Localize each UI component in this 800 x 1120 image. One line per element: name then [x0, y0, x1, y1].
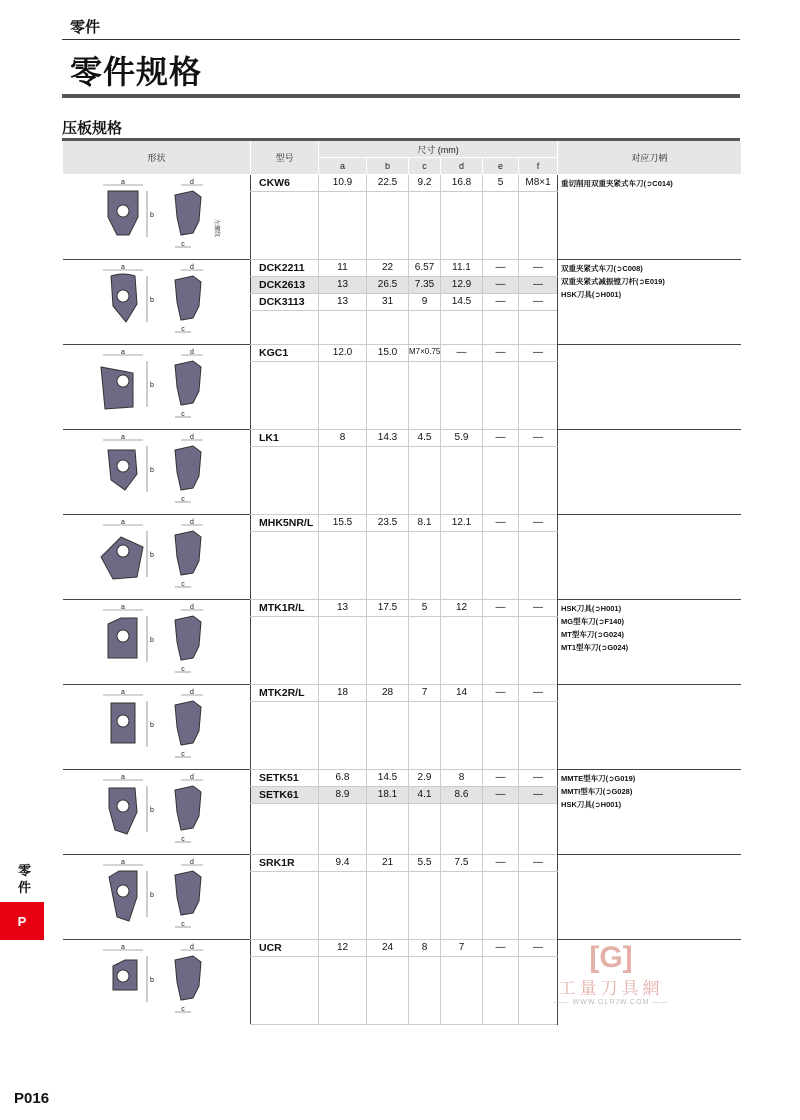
dim-filler-cell	[409, 446, 441, 514]
compat-holder-item: 重切削用双重夹紧式车刀(➲C014)	[561, 178, 673, 188]
dim-filler-cell	[483, 616, 519, 684]
dim-filler-cell	[519, 310, 558, 344]
dim-b-cell: 22	[367, 259, 409, 276]
dim-filler-cell	[319, 956, 367, 1024]
dim-a-cell: 11	[319, 259, 367, 276]
dim-f-cell: —	[519, 259, 558, 276]
svg-text:b: b	[149, 296, 154, 304]
part-shape-drawing	[63, 939, 251, 1024]
dim-f-cell: —	[519, 854, 558, 871]
dim-filler-cell	[483, 361, 519, 429]
svg-text:d: d	[189, 178, 194, 186]
model-cell: DCK2211	[251, 259, 319, 276]
svg-text:b: b	[149, 211, 154, 219]
table-row	[63, 344, 741, 361]
dim-filler-cell	[483, 803, 519, 854]
dim-f-cell: —	[519, 276, 558, 293]
dim-filler-cell	[367, 701, 409, 769]
model-filler-cell	[251, 701, 319, 769]
compat-holders-cell	[558, 599, 741, 684]
dim-d-cell: 7.5	[441, 854, 483, 871]
table-row	[63, 514, 741, 531]
dim-f-cell: —	[519, 939, 558, 956]
dim-f-cell: M8×1	[519, 174, 558, 191]
model-cell: LK1	[251, 429, 319, 446]
dim-c-cell: 9.2	[409, 174, 441, 191]
dim-filler-cell	[483, 446, 519, 514]
model-filler-cell	[251, 361, 319, 429]
svg-text:c: c	[180, 580, 185, 588]
svg-text:b: b	[149, 721, 154, 729]
dim-e-cell: —	[483, 514, 519, 531]
dim-filler-cell	[409, 531, 441, 599]
page-number: P016	[14, 1090, 50, 1107]
dim-filler-cell	[441, 310, 483, 344]
svg-text:d: d	[189, 773, 194, 781]
dim-c-cell: 7.35	[409, 276, 441, 293]
compat-holder-item: MG型车刀(➲F140)	[561, 616, 624, 626]
side-tab-p[interactable]: P	[0, 902, 44, 940]
dim-filler-cell	[519, 531, 558, 599]
watermark-logo: [G]	[589, 941, 633, 974]
header-rule	[62, 39, 740, 40]
svg-text:c: c	[180, 410, 185, 418]
category-heading: 零件	[70, 19, 101, 36]
dim-b-cell: 18.1	[367, 786, 409, 803]
dim-e-cell: —	[483, 769, 519, 786]
svg-text:c: c	[180, 835, 185, 843]
section-title: 压板规格	[62, 120, 123, 137]
dim-header-c: c	[409, 158, 441, 175]
dim-f-cell: —	[519, 293, 558, 310]
dim-d-cell: —	[441, 344, 483, 361]
svg-text:b: b	[149, 551, 154, 559]
dim-e-cell: —	[483, 344, 519, 361]
dim-c-cell: 8.1	[409, 514, 441, 531]
dim-d-cell: 16.8	[441, 174, 483, 191]
col-shape-header: 形状	[63, 141, 251, 174]
dim-f-cell: —	[519, 599, 558, 616]
svg-text:a: a	[120, 688, 125, 696]
compat-holders-cell	[558, 429, 741, 514]
watermark	[536, 942, 686, 1006]
dim-header-a: a	[319, 158, 367, 175]
compat-holders-cell	[558, 769, 741, 854]
dim-d-cell: 8.6	[441, 786, 483, 803]
dim-e-cell: —	[483, 259, 519, 276]
svg-text:d: d	[189, 263, 194, 271]
dim-d-cell: 12.9	[441, 276, 483, 293]
model-cell: UCR	[251, 939, 319, 956]
dim-a-cell: 12.0	[319, 344, 367, 361]
compat-holders-cell	[558, 684, 741, 769]
dim-b-cell: 14.3	[367, 429, 409, 446]
model-cell: MTK2R/L	[251, 684, 319, 701]
dim-filler-cell	[441, 361, 483, 429]
svg-text:c: c	[180, 240, 185, 248]
dim-filler-cell	[367, 871, 409, 939]
dim-filler-cell	[519, 871, 558, 939]
dim-a-cell: 9.4	[319, 854, 367, 871]
dim-e-cell: —	[483, 854, 519, 871]
dim-d-cell: 12.1	[441, 514, 483, 531]
table-row	[63, 429, 741, 446]
dim-a-cell: 8	[319, 429, 367, 446]
dim-c-cell: 5.5	[409, 854, 441, 871]
dim-filler-cell	[441, 531, 483, 599]
dim-d-cell: 5.9	[441, 429, 483, 446]
dim-b-cell: 14.5	[367, 769, 409, 786]
svg-text:d: d	[189, 943, 194, 951]
dim-e-cell: —	[483, 429, 519, 446]
dim-filler-cell	[319, 803, 367, 854]
dim-c-cell: 7	[409, 684, 441, 701]
dim-filler-cell	[441, 191, 483, 259]
compat-holders-cell	[558, 514, 741, 599]
dim-filler-cell	[483, 871, 519, 939]
dim-filler-cell	[409, 616, 441, 684]
model-cell: CKW6	[251, 174, 319, 191]
dim-f-cell: —	[519, 786, 558, 803]
dim-d-cell: 12	[441, 599, 483, 616]
svg-text:d: d	[189, 603, 194, 611]
svg-text:c: c	[180, 495, 185, 503]
svg-text:b: b	[149, 976, 154, 984]
dim-a-cell: 15.5	[319, 514, 367, 531]
table-row	[63, 259, 741, 276]
dim-b-cell: 21	[367, 854, 409, 871]
dim-filler-cell	[319, 310, 367, 344]
dim-filler-cell	[319, 191, 367, 259]
dim-a-cell: 12	[319, 939, 367, 956]
dim-c-cell: 2.9	[409, 769, 441, 786]
spec-table	[62, 141, 741, 1025]
model-filler-cell	[251, 616, 319, 684]
model-filler-cell	[251, 871, 319, 939]
compat-holder-item: HSK刀具(➲H001)	[561, 603, 622, 613]
svg-text:a: a	[120, 433, 125, 441]
dim-a-cell: 6.8	[319, 769, 367, 786]
dim-c-cell: 8	[409, 939, 441, 956]
table-row	[63, 684, 741, 701]
svg-text:d: d	[189, 348, 194, 356]
dim-filler-cell	[441, 446, 483, 514]
table-row	[63, 174, 741, 191]
dim-header-e: e	[483, 158, 519, 175]
dim-filler-cell	[319, 616, 367, 684]
dim-b-cell: 23.5	[367, 514, 409, 531]
svg-text:b: b	[149, 381, 154, 389]
dim-filler-cell	[367, 956, 409, 1024]
dim-filler-cell	[319, 446, 367, 514]
dim-b-cell: 15.0	[367, 344, 409, 361]
dim-header-d: d	[441, 158, 483, 175]
dim-e-cell: 5	[483, 174, 519, 191]
dim-d-cell: 11.1	[441, 259, 483, 276]
dim-b-cell: 31	[367, 293, 409, 310]
dim-d-cell: 14	[441, 684, 483, 701]
compat-holders-cell	[558, 344, 741, 429]
svg-text:c: c	[180, 750, 185, 758]
svg-text:d: d	[189, 858, 194, 866]
page-title: 零件规格	[70, 54, 203, 90]
compat-holders-cell	[558, 174, 741, 259]
col-dims-header: 尺寸 (mm)	[319, 141, 558, 158]
svg-text:b: b	[149, 806, 154, 814]
compat-holder-item: MMTI型车刀(➲G028)	[561, 786, 633, 796]
compat-holder-item: MMTE型车刀(➲G019)	[561, 773, 636, 783]
model-cell: MTK1R/L	[251, 599, 319, 616]
model-cell: KGC1	[251, 344, 319, 361]
model-filler-cell	[251, 803, 319, 854]
model-cell: DCK2613	[251, 276, 319, 293]
dim-f-cell: —	[519, 429, 558, 446]
svg-text:a: a	[120, 518, 125, 526]
dim-header-f: f	[519, 158, 558, 175]
compat-holder-item: 双重夹紧式车刀(➲C008)	[561, 263, 643, 273]
svg-text:d: d	[189, 518, 194, 526]
svg-text:b: b	[149, 891, 154, 899]
dim-e-cell: —	[483, 276, 519, 293]
thread-note: 左螺纹	[212, 218, 219, 237]
svg-text:d: d	[189, 433, 194, 441]
dim-filler-cell	[409, 191, 441, 259]
col-model-header: 型号	[251, 141, 319, 174]
dim-e-cell: —	[483, 684, 519, 701]
dim-c-cell: 4.1	[409, 786, 441, 803]
svg-text:c: c	[180, 325, 185, 333]
dim-f-cell: —	[519, 769, 558, 786]
table-row	[63, 854, 741, 871]
dim-e-cell: —	[483, 293, 519, 310]
part-shape-drawing	[63, 854, 251, 939]
dim-filler-cell	[519, 361, 558, 429]
dim-b-cell: 26.5	[367, 276, 409, 293]
dim-filler-cell	[367, 191, 409, 259]
model-filler-cell	[251, 310, 319, 344]
part-shape-drawing	[63, 769, 251, 854]
dim-filler-cell	[409, 361, 441, 429]
dim-filler-cell	[319, 871, 367, 939]
dim-filler-cell	[483, 191, 519, 259]
part-shape-drawing	[63, 599, 251, 684]
svg-text:b: b	[149, 636, 154, 644]
dim-e-cell: —	[483, 939, 519, 956]
part-shape-drawing	[63, 429, 251, 514]
svg-text:b: b	[149, 466, 154, 474]
dim-filler-cell	[409, 871, 441, 939]
dim-filler-cell	[441, 956, 483, 1024]
dim-filler-cell	[441, 701, 483, 769]
dim-filler-cell	[519, 446, 558, 514]
dim-b-cell: 17.5	[367, 599, 409, 616]
dim-a-cell: 10.9	[319, 174, 367, 191]
dim-a-cell: 13	[319, 276, 367, 293]
dim-filler-cell	[409, 803, 441, 854]
dim-f-cell: —	[519, 514, 558, 531]
compat-holder-item: HSK刀具(➲H001)	[561, 289, 622, 299]
svg-text:a: a	[120, 263, 125, 271]
svg-text:a: a	[120, 603, 125, 611]
dim-filler-cell	[319, 531, 367, 599]
dim-header-b: b	[367, 158, 409, 175]
dim-filler-cell	[367, 361, 409, 429]
dim-filler-cell	[483, 701, 519, 769]
dim-c-cell: 4.5	[409, 429, 441, 446]
model-filler-cell	[251, 956, 319, 1024]
side-category-label: 零件	[18, 863, 32, 895]
dim-d-cell: 14.5	[441, 293, 483, 310]
svg-text:a: a	[120, 178, 125, 186]
dim-b-cell: 22.5	[367, 174, 409, 191]
svg-text:a: a	[120, 943, 125, 951]
dim-filler-cell	[409, 956, 441, 1024]
dim-filler-cell	[367, 446, 409, 514]
part-shape-drawing	[63, 684, 251, 769]
part-shape-drawing	[63, 344, 251, 429]
dim-filler-cell	[367, 531, 409, 599]
dim-c-cell: 5	[409, 599, 441, 616]
dim-b-cell: 28	[367, 684, 409, 701]
compat-holder-item: MT型车刀(➲G024)	[561, 629, 624, 639]
dim-e-cell: —	[483, 599, 519, 616]
model-filler-cell	[251, 446, 319, 514]
col-compat-header: 对应刀柄	[558, 141, 741, 174]
dim-b-cell: 24	[367, 939, 409, 956]
model-cell: SETK51	[251, 769, 319, 786]
svg-text:d: d	[189, 688, 194, 696]
dim-filler-cell	[483, 956, 519, 1024]
table-row	[63, 769, 741, 786]
dim-f-cell: —	[519, 684, 558, 701]
watermark-url: —— WWW.GLRJW.COM ——	[553, 999, 669, 1006]
dim-a-cell: 13	[319, 599, 367, 616]
model-cell: DCK3113	[251, 293, 319, 310]
svg-text:c: c	[180, 665, 185, 673]
compat-holder-item: MT1型车刀(➲G024)	[561, 642, 629, 652]
dim-c-cell: 6.57	[409, 259, 441, 276]
model-cell: MHK5NR/L	[251, 514, 319, 531]
svg-text:a: a	[120, 348, 125, 356]
dim-filler-cell	[483, 531, 519, 599]
part-shape-drawing	[63, 174, 251, 259]
model-filler-cell	[251, 191, 319, 259]
dim-filler-cell	[319, 701, 367, 769]
dim-f-cell: —	[519, 344, 558, 361]
dim-a-cell: 13	[319, 293, 367, 310]
svg-text:a: a	[120, 858, 125, 866]
compat-holders-cell	[558, 259, 741, 344]
dim-filler-cell	[441, 871, 483, 939]
dim-filler-cell	[483, 310, 519, 344]
dim-filler-cell	[409, 310, 441, 344]
compat-holders-cell	[558, 854, 741, 939]
dim-d-cell: 8	[441, 769, 483, 786]
dim-filler-cell	[409, 701, 441, 769]
svg-text:c: c	[180, 1005, 185, 1013]
dim-c-cell: M7×0.75	[409, 344, 441, 361]
dim-filler-cell	[367, 310, 409, 344]
dim-e-cell: —	[483, 786, 519, 803]
part-shape-drawing	[63, 259, 251, 344]
dim-filler-cell	[519, 616, 558, 684]
part-shape-drawing	[63, 514, 251, 599]
dim-filler-cell	[519, 701, 558, 769]
model-filler-cell	[251, 531, 319, 599]
dim-a-cell: 18	[319, 684, 367, 701]
svg-text:a: a	[120, 773, 125, 781]
title-rule	[62, 94, 740, 98]
model-cell: SRK1R	[251, 854, 319, 871]
model-cell: SETK61	[251, 786, 319, 803]
compat-holder-item: HSK刀具(➲H001)	[561, 799, 622, 809]
dim-filler-cell	[519, 803, 558, 854]
dim-a-cell: 8.9	[319, 786, 367, 803]
dim-filler-cell	[367, 616, 409, 684]
dim-filler-cell	[441, 616, 483, 684]
dim-filler-cell	[319, 361, 367, 429]
dim-filler-cell	[519, 191, 558, 259]
dim-c-cell: 9	[409, 293, 441, 310]
watermark-text: 工量刀具網	[558, 979, 664, 999]
compat-holder-item: 双重夹紧式减振镗刀杆(➲E019)	[561, 276, 665, 286]
dim-d-cell: 7	[441, 939, 483, 956]
dim-filler-cell	[367, 803, 409, 854]
dim-filler-cell	[441, 803, 483, 854]
svg-text:c: c	[180, 920, 185, 928]
table-row	[63, 599, 741, 616]
